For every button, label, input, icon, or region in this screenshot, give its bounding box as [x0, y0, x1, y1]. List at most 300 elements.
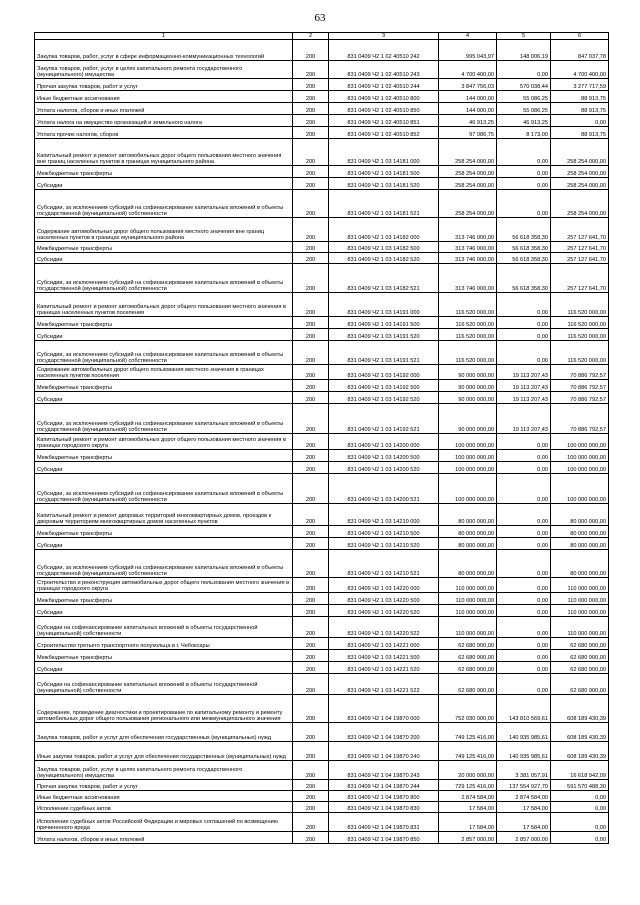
- row-name-cell: Капитальный ремонт и ремонт дворовых территорий многоквартирных домов, проездов к дворовым территориям многоквартирных домов населенных пунктов: [35, 504, 293, 526]
- row-executed-cell: 56 618 358,30: [497, 218, 551, 242]
- row-kbk-cell: 831 0409 Ч2 1 04 19870 200: [329, 723, 439, 742]
- row-code-cell: 200: [293, 79, 329, 91]
- row-approved-cell: 116 520 000,00: [439, 293, 497, 317]
- row-executed-cell: 3 381 057,91: [497, 761, 551, 780]
- row-approved-cell: 62 680 900,00: [439, 662, 497, 674]
- row-kbk-cell: 831 0409 Ч2 1 03 14192 000: [329, 365, 439, 380]
- row-kbk-cell: 831 0409 Ч2 1 03 14182 520: [329, 253, 439, 264]
- row-executed-cell: 19 113 207,43: [497, 404, 551, 434]
- row-approved-cell: 62 680 900,00: [439, 638, 497, 650]
- row-approved-cell: 729 125 416,00: [439, 780, 497, 791]
- row-name-cell: Межбюджетные трансферты: [35, 650, 293, 662]
- row-approved-cell: 80 000 000,00: [439, 538, 497, 550]
- row-kbk-cell: 831 0409 Ч2 1 02 40510 850: [329, 103, 439, 115]
- row-name-cell: Иные бюджетные ассигнования: [35, 791, 293, 802]
- row-kbk-cell: 831 0409 Ч2 1 03 14191 500: [329, 317, 439, 329]
- table-row: [35, 166, 609, 178]
- row-kbk-cell: 831 0409 Ч2 1 04 19870 000: [329, 695, 439, 723]
- page-number: 63: [314, 12, 326, 24]
- row-remaining-cell: 88 913,75: [551, 103, 609, 115]
- row-executed-cell: 0,00: [497, 317, 551, 329]
- table-row: [35, 791, 609, 802]
- table-row: [35, 365, 609, 380]
- row-code-cell: 200: [293, 365, 329, 380]
- row-executed-cell: 46 913,25: [497, 115, 551, 127]
- table-row: [35, 253, 609, 264]
- row-kbk-cell: 831 0409 Ч2 1 04 19870 831: [329, 813, 439, 832]
- table-row: [35, 550, 609, 578]
- table-row: [35, 526, 609, 538]
- table-row: [35, 638, 609, 650]
- row-remaining-cell: 62 680 900,00: [551, 650, 609, 662]
- row-approved-cell: 110 000 000,00: [439, 617, 497, 638]
- row-executed-cell: 0,00: [497, 474, 551, 504]
- row-remaining-cell: 80 000 000,00: [551, 538, 609, 550]
- row-name-cell: Межбюджетные трансферты: [35, 380, 293, 392]
- column-header: 2: [293, 33, 329, 40]
- row-approved-cell: 2 857 000,00: [439, 832, 497, 844]
- row-kbk-cell: 831 0409 Ч2 1 03 14182 000: [329, 218, 439, 242]
- row-name-cell: Содержание автомобильных дорог общего пользования местного значения вне границ населенных пунктов в границах муниципального района: [35, 218, 293, 242]
- row-code-cell: 200: [293, 761, 329, 780]
- row-name-cell: Субсидии, за исключением субсидий на софинансирование капитальных вложений в объекты государственной (муниципальной) собственности: [35, 341, 293, 365]
- row-executed-cell: 0,00: [497, 504, 551, 526]
- table-header-row: [35, 33, 609, 40]
- row-name-cell: Субсидии: [35, 605, 293, 617]
- row-code-cell: 200: [293, 264, 329, 293]
- row-code-cell: 200: [293, 791, 329, 802]
- table-row: [35, 593, 609, 605]
- table-row: [35, 218, 609, 242]
- row-approved-cell: 62 680 900,00: [439, 650, 497, 662]
- row-code-cell: 200: [293, 329, 329, 341]
- row-kbk-cell: 831 0409 Ч2 1 03 14221 520: [329, 662, 439, 674]
- row-executed-cell: 140 935 985,61: [497, 723, 551, 742]
- row-kbk-cell: 831 0409 Ч2 1 04 19870 240: [329, 742, 439, 761]
- row-name-cell: Субсидии: [35, 253, 293, 264]
- row-executed-cell: 19 113 207,43: [497, 365, 551, 380]
- table-row: [35, 813, 609, 832]
- row-code-cell: 200: [293, 578, 329, 593]
- table-row: [35, 127, 609, 139]
- column-header: 5: [497, 33, 551, 40]
- row-kbk-cell: 831 0409 Ч2 1 03 14182 500: [329, 242, 439, 253]
- row-approved-cell: 100 000 000,00: [439, 462, 497, 474]
- row-code-cell: 200: [293, 462, 329, 474]
- row-name-cell: Межбюджетные трансферты: [35, 593, 293, 605]
- row-code-cell: 200: [293, 242, 329, 253]
- row-executed-cell: 0,00: [497, 462, 551, 474]
- row-approved-cell: 17 584,00: [439, 802, 497, 813]
- row-executed-cell: 0,00: [497, 450, 551, 462]
- row-executed-cell: 0,00: [497, 650, 551, 662]
- row-remaining-cell: 258 254 000,00: [551, 190, 609, 218]
- row-remaining-cell: 257 127 641,70: [551, 218, 609, 242]
- row-remaining-cell: 0,00: [551, 791, 609, 802]
- row-kbk-cell: 831 0409 Ч2 1 03 14191 520: [329, 329, 439, 341]
- row-approved-cell: 90 000 000,00: [439, 404, 497, 434]
- row-code-cell: 200: [293, 638, 329, 650]
- row-executed-cell: 0,00: [497, 662, 551, 674]
- row-approved-cell: 258 254 000,00: [439, 166, 497, 178]
- row-approved-cell: 100 000 000,00: [439, 450, 497, 462]
- row-approved-cell: 80 000 000,00: [439, 504, 497, 526]
- row-kbk-cell: 831 0409 Ч2 1 03 14192 520: [329, 392, 439, 404]
- row-approved-cell: 46 913,25: [439, 115, 497, 127]
- row-code-cell: 200: [293, 474, 329, 504]
- row-remaining-cell: 62 680 900,00: [551, 662, 609, 674]
- column-header: 3: [329, 33, 439, 40]
- row-executed-cell: 19 113 207,43: [497, 392, 551, 404]
- row-executed-cell: 55 086,25: [497, 103, 551, 115]
- row-remaining-cell: 847 037,78: [551, 40, 609, 61]
- row-remaining-cell: 591 570 488,30: [551, 780, 609, 791]
- row-name-cell: Уплата налогов, сборов и иных платежей: [35, 103, 293, 115]
- row-code-cell: 200: [293, 605, 329, 617]
- table-row: [35, 329, 609, 341]
- row-remaining-cell: 110 000 000,00: [551, 578, 609, 593]
- row-code-cell: 200: [293, 723, 329, 742]
- row-approved-cell: 313 746 000,00: [439, 253, 497, 264]
- row-kbk-cell: 831 0409 Ч2 1 03 14181 520: [329, 178, 439, 190]
- row-kbk-cell: 831 0409 Ч2 1 03 14220 500: [329, 593, 439, 605]
- table-row: [35, 578, 609, 593]
- row-remaining-cell: 257 127 641,70: [551, 264, 609, 293]
- row-executed-cell: 0,00: [497, 593, 551, 605]
- row-approved-cell: 110 000 000,00: [439, 578, 497, 593]
- table-row: [35, 761, 609, 780]
- row-code-cell: 200: [293, 434, 329, 450]
- row-name-cell: Прочая закупка товаров, работ и услуг: [35, 780, 293, 791]
- table-row: [35, 139, 609, 166]
- row-approved-cell: 313 746 000,00: [439, 218, 497, 242]
- row-name-cell: Закупка товаров, работ, услуг в сфере информационно-коммуникационных технологий: [35, 40, 293, 61]
- row-remaining-cell: 70 886 792,57: [551, 392, 609, 404]
- row-code-cell: 200: [293, 538, 329, 550]
- table-row: [35, 504, 609, 526]
- row-code-cell: 200: [293, 380, 329, 392]
- row-kbk-cell: 831 0409 Ч2 1 03 14181 521: [329, 190, 439, 218]
- row-remaining-cell: 100 000 000,00: [551, 434, 609, 450]
- row-approved-cell: 749 125 416,00: [439, 723, 497, 742]
- row-code-cell: 200: [293, 404, 329, 434]
- table-row: [35, 462, 609, 474]
- table-row: [35, 695, 609, 723]
- row-code-cell: 200: [293, 293, 329, 317]
- column-header: 1: [35, 33, 293, 40]
- row-kbk-cell: 831 0409 Ч2 1 03 14210 500: [329, 526, 439, 538]
- row-name-cell: Субсидии на софинансирование капитальных вложений в объекты государственной (муниципальной) собственности: [35, 617, 293, 638]
- row-remaining-cell: 0,00: [551, 115, 609, 127]
- row-code-cell: 200: [293, 674, 329, 695]
- row-name-cell: Капитальный ремонт и ремонт автомобильных дорог общего пользования местного значения в границах городского округа: [35, 434, 293, 450]
- row-approved-cell: 17 584,00: [439, 813, 497, 832]
- row-remaining-cell: 88 913,75: [551, 91, 609, 103]
- row-remaining-cell: 0,00: [551, 813, 609, 832]
- row-executed-cell: 56 618 358,30: [497, 242, 551, 253]
- row-kbk-cell: 831 0409 Ч2 1 03 14191 521: [329, 341, 439, 365]
- row-code-cell: 200: [293, 115, 329, 127]
- row-approved-cell: 3 847 756,03: [439, 79, 497, 91]
- row-remaining-cell: 70 886 792,57: [551, 380, 609, 392]
- row-remaining-cell: 110 000 000,00: [551, 605, 609, 617]
- row-remaining-cell: 100 000 000,00: [551, 474, 609, 504]
- row-code-cell: 200: [293, 780, 329, 791]
- row-remaining-cell: 100 000 000,00: [551, 450, 609, 462]
- row-code-cell: 200: [293, 662, 329, 674]
- row-kbk-cell: 831 0409 Ч2 1 04 19870 244: [329, 780, 439, 791]
- row-executed-cell: 0,00: [497, 550, 551, 578]
- table-row: [35, 190, 609, 218]
- row-name-cell: Субсидии, за исключением субсидий на софинансирование капитальных вложений в объекты государственной (муниципальной) собственности: [35, 404, 293, 434]
- row-remaining-cell: 258 254 000,00: [551, 178, 609, 190]
- row-approved-cell: 100 000 000,00: [439, 434, 497, 450]
- table-row: [35, 662, 609, 674]
- row-name-cell: Межбюджетные трансферты: [35, 242, 293, 253]
- row-remaining-cell: 0,00: [551, 802, 609, 813]
- row-code-cell: 200: [293, 91, 329, 103]
- row-name-cell: Строительство третьего транспортного полукольца в г. Чебоксары: [35, 638, 293, 650]
- row-kbk-cell: 831 0409 Ч2 1 03 14200 500: [329, 450, 439, 462]
- row-kbk-cell: 831 0409 Ч2 1 03 14181 500: [329, 166, 439, 178]
- row-approved-cell: 90 000 000,00: [439, 365, 497, 380]
- column-header: 6: [551, 33, 609, 40]
- row-executed-cell: 140 935 985,61: [497, 742, 551, 761]
- row-approved-cell: 258 254 000,00: [439, 139, 497, 166]
- row-executed-cell: 0,00: [497, 674, 551, 695]
- row-name-cell: Межбюджетные трансферты: [35, 526, 293, 538]
- row-executed-cell: 0,00: [497, 341, 551, 365]
- table-row: [35, 674, 609, 695]
- row-executed-cell: 8 173,00: [497, 127, 551, 139]
- table-row: [35, 40, 609, 61]
- row-executed-cell: 0,00: [497, 293, 551, 317]
- row-executed-cell: 0,00: [497, 578, 551, 593]
- row-kbk-cell: 831 0409 Ч2 1 04 19870 800: [329, 791, 439, 802]
- row-kbk-cell: 831 0409 Ч2 1 03 14182 521: [329, 264, 439, 293]
- row-executed-cell: 0,00: [497, 61, 551, 79]
- row-name-cell: Межбюджетные трансферты: [35, 450, 293, 462]
- table-row: [35, 742, 609, 761]
- row-executed-cell: 17 584,00: [497, 813, 551, 832]
- row-executed-cell: 0,00: [497, 538, 551, 550]
- row-kbk-cell: 831 0409 Ч2 1 04 19870 850: [329, 832, 439, 844]
- row-remaining-cell: 62 680 900,00: [551, 638, 609, 650]
- row-kbk-cell: 831 0409 Ч2 1 03 14200 000: [329, 434, 439, 450]
- row-approved-cell: 62 680 900,00: [439, 674, 497, 695]
- row-approved-cell: 749 125 416,00: [439, 742, 497, 761]
- table-row: [35, 538, 609, 550]
- row-remaining-cell: 258 254 000,00: [551, 139, 609, 166]
- row-remaining-cell: 258 254 000,00: [551, 166, 609, 178]
- row-approved-cell: 995 043,97: [439, 40, 497, 61]
- row-kbk-cell: 831 0409 Ч2 1 03 14210 521: [329, 550, 439, 578]
- row-name-cell: Субсидии: [35, 329, 293, 341]
- table-row: [35, 178, 609, 190]
- row-approved-cell: 4 700 400,00: [439, 61, 497, 79]
- row-name-cell: Иные бюджетные ассигнования: [35, 91, 293, 103]
- row-name-cell: Содержание автомобильных дорог общего пользования местного значения в границах населенных пунктов поселения: [35, 365, 293, 380]
- row-kbk-cell: 831 0409 Ч2 1 02 40510 851: [329, 115, 439, 127]
- row-kbk-cell: 831 0409 Ч2 1 03 14220 520: [329, 605, 439, 617]
- row-kbk-cell: 831 0409 Ч2 1 03 14221 500: [329, 650, 439, 662]
- row-executed-cell: 19 113 207,43: [497, 380, 551, 392]
- row-code-cell: 200: [293, 178, 329, 190]
- row-name-cell: Прочая закупка товаров, работ и услуг: [35, 79, 293, 91]
- row-remaining-cell: 80 000 000,00: [551, 504, 609, 526]
- row-executed-cell: 17 584,00: [497, 802, 551, 813]
- row-remaining-cell: 70 886 792,57: [551, 365, 609, 380]
- row-approved-cell: 2 874 584,00: [439, 791, 497, 802]
- row-name-cell: Капитальный ремонт и ремонт автомобильных дорог общего пользования местного значения вне границ населенных пунктов в границах муниципального района: [35, 139, 293, 166]
- row-kbk-cell: 831 0409 Ч2 1 02 40510 244: [329, 79, 439, 91]
- row-kbk-cell: 831 0409 Ч2 1 03 14220 000: [329, 578, 439, 593]
- row-approved-cell: 100 000 000,00: [439, 474, 497, 504]
- row-code-cell: 200: [293, 802, 329, 813]
- row-name-cell: Закупка товаров, работ, услуг в целях капитального ремонта государственного (муниципального) имущества: [35, 761, 293, 780]
- row-approved-cell: 258 254 000,00: [439, 190, 497, 218]
- row-approved-cell: 80 000 000,00: [439, 526, 497, 538]
- row-remaining-cell: 3 277 717,59: [551, 79, 609, 91]
- row-code-cell: 200: [293, 218, 329, 242]
- row-executed-cell: 2 874 584,00: [497, 791, 551, 802]
- row-approved-cell: 97 086,75: [439, 127, 497, 139]
- row-approved-cell: 313 746 000,00: [439, 264, 497, 293]
- row-approved-cell: 90 000 000,00: [439, 380, 497, 392]
- row-approved-cell: 313 746 000,00: [439, 242, 497, 253]
- table-row: [35, 79, 609, 91]
- row-name-cell: Субсидии: [35, 662, 293, 674]
- row-name-cell: Субсидии, за исключением субсидий на софинансирование капитальных вложений в объекты государственной (муниципальной) собственности: [35, 190, 293, 218]
- row-remaining-cell: 16 618 942,09: [551, 761, 609, 780]
- row-remaining-cell: 608 189 430,39: [551, 742, 609, 761]
- row-approved-cell: 116 520 000,00: [439, 329, 497, 341]
- table-row: [35, 115, 609, 127]
- row-approved-cell: 116 520 000,00: [439, 317, 497, 329]
- row-remaining-cell: 88 913,75: [551, 127, 609, 139]
- table-row: [35, 617, 609, 638]
- row-executed-cell: 0,00: [497, 638, 551, 650]
- row-kbk-cell: 831 0409 Ч2 1 03 14200 521: [329, 474, 439, 504]
- row-remaining-cell: 0,00: [551, 832, 609, 844]
- row-kbk-cell: 831 0409 Ч2 1 04 19870 243: [329, 761, 439, 780]
- row-name-cell: Закупка товаров, работ и услуг для обеспечения государственных (муниципальных) нужд: [35, 723, 293, 742]
- row-executed-cell: 0,00: [497, 139, 551, 166]
- row-kbk-cell: 831 0409 Ч2 1 04 19870 830: [329, 802, 439, 813]
- row-name-cell: Межбюджетные трансферты: [35, 166, 293, 178]
- row-code-cell: 200: [293, 504, 329, 526]
- table-row: [35, 802, 609, 813]
- row-code-cell: 200: [293, 317, 329, 329]
- row-remaining-cell: 116 520 000,00: [551, 317, 609, 329]
- row-executed-cell: 0,00: [497, 434, 551, 450]
- row-kbk-cell: 831 0409 Ч2 1 03 14210 520: [329, 538, 439, 550]
- row-kbk-cell: 831 0409 Ч2 1 02 40510 800: [329, 91, 439, 103]
- row-code-cell: 200: [293, 832, 329, 844]
- row-approved-cell: 20 000 000,00: [439, 761, 497, 780]
- row-kbk-cell: 831 0409 Ч2 1 03 14221 522: [329, 674, 439, 695]
- row-code-cell: 200: [293, 593, 329, 605]
- row-remaining-cell: 257 127 641,70: [551, 253, 609, 264]
- row-remaining-cell: 62 680 900,00: [551, 674, 609, 695]
- row-executed-cell: 55 086,25: [497, 91, 551, 103]
- row-kbk-cell: 831 0409 Ч2 1 02 40510 242: [329, 40, 439, 61]
- row-code-cell: 200: [293, 526, 329, 538]
- table-row: [35, 317, 609, 329]
- row-code-cell: 200: [293, 253, 329, 264]
- row-approved-cell: 80 000 000,00: [439, 550, 497, 578]
- row-code-cell: 200: [293, 550, 329, 578]
- row-name-cell: Иные закупки товаров, работ и услуг для обеспечения государственных (муниципальных) нужд: [35, 742, 293, 761]
- row-executed-cell: 0,00: [497, 605, 551, 617]
- row-name-cell: Субсидии: [35, 178, 293, 190]
- row-executed-cell: 2 857 000,00: [497, 832, 551, 844]
- row-code-cell: 200: [293, 650, 329, 662]
- row-name-cell: Закупка товаров, работ, услуг в целях капитального ремонта государственного (муниципального) имущества: [35, 61, 293, 79]
- budget-table: [34, 32, 609, 844]
- row-name-cell: Межбюджетные трансферты: [35, 317, 293, 329]
- table-row: [35, 392, 609, 404]
- row-kbk-cell: 831 0409 Ч2 1 02 40510 243: [329, 61, 439, 79]
- row-name-cell: Субсидии на софинансирование капитальных вложений в объекты государственной (муниципальной) собственности: [35, 674, 293, 695]
- row-kbk-cell: 831 0409 Ч2 1 03 14192 521: [329, 404, 439, 434]
- table-row: [35, 450, 609, 462]
- row-remaining-cell: 116 520 000,00: [551, 329, 609, 341]
- table-row: [35, 264, 609, 293]
- row-code-cell: 200: [293, 450, 329, 462]
- row-remaining-cell: 608 189 430,39: [551, 723, 609, 742]
- table-row: [35, 242, 609, 253]
- table-row: [35, 723, 609, 742]
- row-executed-cell: 0,00: [497, 329, 551, 341]
- table-row: [35, 474, 609, 504]
- row-code-cell: 200: [293, 813, 329, 832]
- row-code-cell: 200: [293, 617, 329, 638]
- row-name-cell: Исполнение судебных актов: [35, 802, 293, 813]
- row-name-cell: Субсидии: [35, 538, 293, 550]
- table-row: [35, 780, 609, 791]
- row-code-cell: 200: [293, 139, 329, 166]
- table-row: [35, 650, 609, 662]
- row-executed-cell: 137 554 927,70: [497, 780, 551, 791]
- row-kbk-cell: 831 0409 Ч2 1 03 14191 000: [329, 293, 439, 317]
- row-name-cell: Субсидии, за исключением субсидий на софинансирование капитальных вложений в объекты государственной (муниципальной) собственности: [35, 264, 293, 293]
- row-approved-cell: 110 000 000,00: [439, 605, 497, 617]
- table-row: [35, 91, 609, 103]
- row-name-cell: Исполнение судебных актов Российской Федерации и мировых соглашений по возмещению причиненного вреда: [35, 813, 293, 832]
- table-row: [35, 103, 609, 115]
- row-remaining-cell: 116 520 000,00: [551, 341, 609, 365]
- row-kbk-cell: 831 0409 Ч2 1 03 14192 500: [329, 380, 439, 392]
- row-kbk-cell: 831 0409 Ч2 1 02 40510 852: [329, 127, 439, 139]
- row-remaining-cell: 70 886 792,57: [551, 404, 609, 434]
- row-kbk-cell: 831 0409 Ч2 1 03 14210 000: [329, 504, 439, 526]
- row-name-cell: Содержание, проведение диагностики и проектирование по капитальному ремонту и ремонту автомобильных дорог общего пользования регионального или межмуниципального значения: [35, 695, 293, 723]
- row-code-cell: 200: [293, 190, 329, 218]
- row-remaining-cell: 110 000 000,00: [551, 617, 609, 638]
- row-remaining-cell: 116 520 000,00: [551, 293, 609, 317]
- row-name-cell: Уплата прочих налогов, сборов: [35, 127, 293, 139]
- row-name-cell: Строительство и реконструкция автомобильных дорог общего пользования местного значения в границах городского округа: [35, 578, 293, 593]
- row-remaining-cell: 4 700 400,00: [551, 61, 609, 79]
- row-name-cell: Капитальный ремонт и ремонт автомобильных дорог общего пользования местного значения в границах населенных пунктов поселения: [35, 293, 293, 317]
- row-approved-cell: 144 000,00: [439, 91, 497, 103]
- row-remaining-cell: 110 000 000,00: [551, 593, 609, 605]
- row-name-cell: Субсидии, за исключением субсидий на софинансирование капитальных вложений в объекты государственной (муниципальной) собственности: [35, 474, 293, 504]
- row-remaining-cell: 80 000 000,00: [551, 526, 609, 538]
- row-kbk-cell: 831 0409 Ч2 1 03 14181 000: [329, 139, 439, 166]
- row-executed-cell: 56 618 358,30: [497, 264, 551, 293]
